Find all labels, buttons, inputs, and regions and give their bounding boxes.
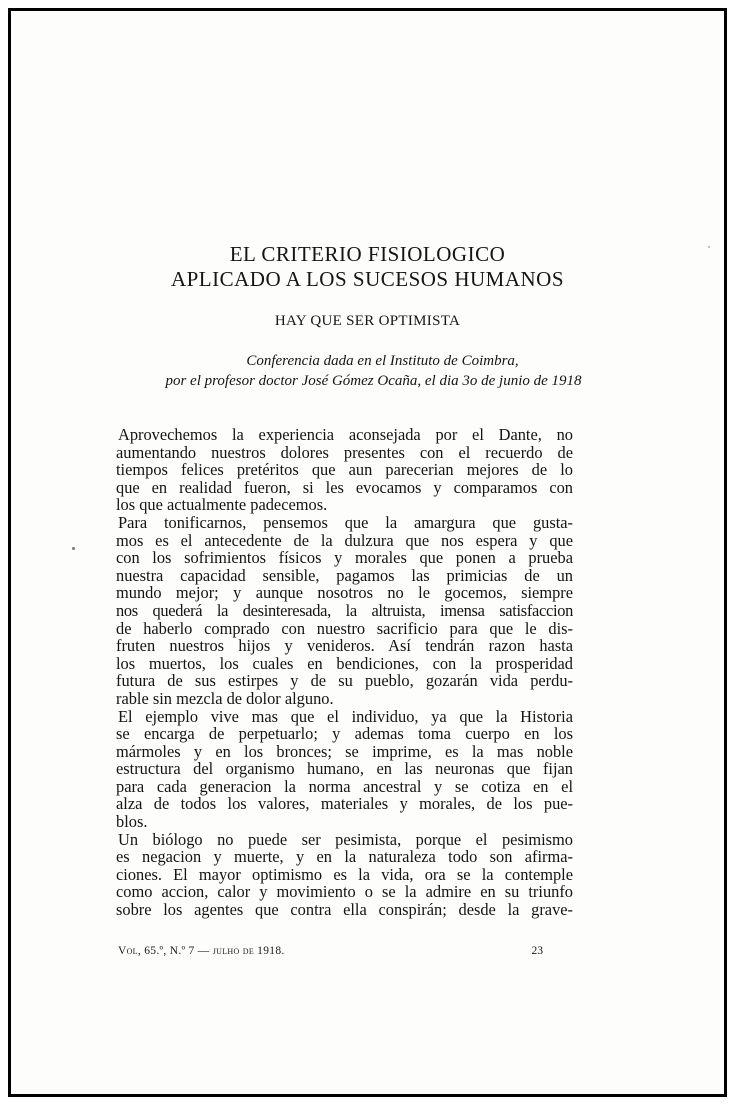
body-line: Para tonificarnos, pensemos que la amargura que gusta- <box>118 512 573 532</box>
body-line: alza de todos los valores, materiales y morales, de los pue- <box>116 794 573 814</box>
article-title-line2: APLICADO A LOS SUCESOS HUMANOS <box>170 267 565 291</box>
body-line: sobre los agentes que contra ella conspirán; desde la grave- <box>116 900 573 920</box>
conference-note-line1: Conferencia dada en el Instituto de Coimbra, <box>246 353 519 369</box>
body-line: que en realidad fueron, si les evocamos y comparamos con <box>116 477 573 497</box>
body-line: rable sin mezcla de dolor alguno. <box>116 688 334 708</box>
journal-citation: Vol, 65.º, N.º 7 — julho de 1918. <box>118 945 285 957</box>
body-line: Un biólogo no puede ser pesimista, porque el pesimismo <box>118 829 573 849</box>
body-line: blos. <box>116 812 148 832</box>
body-line: nuestra capacidad sensible, pagamos las primicias de un <box>116 565 573 585</box>
body-line: nos quederá la desinteresada, la altruista, imensa satisfaccion <box>116 600 573 620</box>
body-line: ciones. El mayor optimismo es la vida, ora se la contemple <box>116 864 573 884</box>
body-line: tiempos felices pretéritos que aun parecerian mejores de lo <box>116 460 573 480</box>
conference-note-line2: por el profesor doctor José Gómez Ocaña, el dia 3o de junio de 1918 <box>165 373 582 389</box>
body-line: de haberlo comprado con nuestro sacrificio para que le dis- <box>116 618 573 638</box>
article-subtitle: HAY QUE SER OPTIMISTA <box>274 313 461 329</box>
print-speck <box>72 547 75 550</box>
article-title-line1: EL CRITERIO FISIOLOGICO <box>229 242 506 266</box>
body-line: mos es el antecedente de la dulzura que nos espera y que <box>116 530 573 550</box>
body-line: futura de sus estirpes y de su pueblo, gozarán vida perdu- <box>116 671 573 691</box>
body-line: aumentando nuestros dolores presentes con el recuerdo de <box>116 442 573 462</box>
body-line: para cada generacion la norma ancestral y se cotiza en el <box>116 776 573 796</box>
page-number: 23 <box>531 945 543 957</box>
body-line: mundo mejor; y aunque nosotros no le gocemos, siempre <box>116 583 573 603</box>
body-line: fruten nuestros hijos y venideros. Así tendrán razon hasta <box>116 636 573 656</box>
body-line: como accion, calor y movimiento o se la admire en su triunfo <box>116 882 573 902</box>
body-line: se encarga de perpetuarlo; y ademas toma cuerpo en los <box>116 724 573 744</box>
body-line: El ejemplo vive mas que el individuo, ya que la Historia <box>118 706 573 726</box>
body-line: con los sofrimientos físicos y morales que ponen a prueba <box>116 548 573 568</box>
body-line: estructura del organismo humano, en las neuronas que fijan <box>116 759 573 779</box>
body-line: mármoles y en los bronces; se imprime, es la mas noble <box>116 741 573 761</box>
body-line: Aprovechemos la experiencia aconsejada por el Dante, no <box>118 425 573 444</box>
article-body <box>116 426 573 919</box>
body-line: los que actualmente padecemos. <box>116 495 328 515</box>
body-line: es negacion y muerte, y en la naturaleza todo son afirma- <box>116 847 573 867</box>
body-line: los muertos, los cuales en bendiciones, con la prosperidad <box>116 653 573 673</box>
